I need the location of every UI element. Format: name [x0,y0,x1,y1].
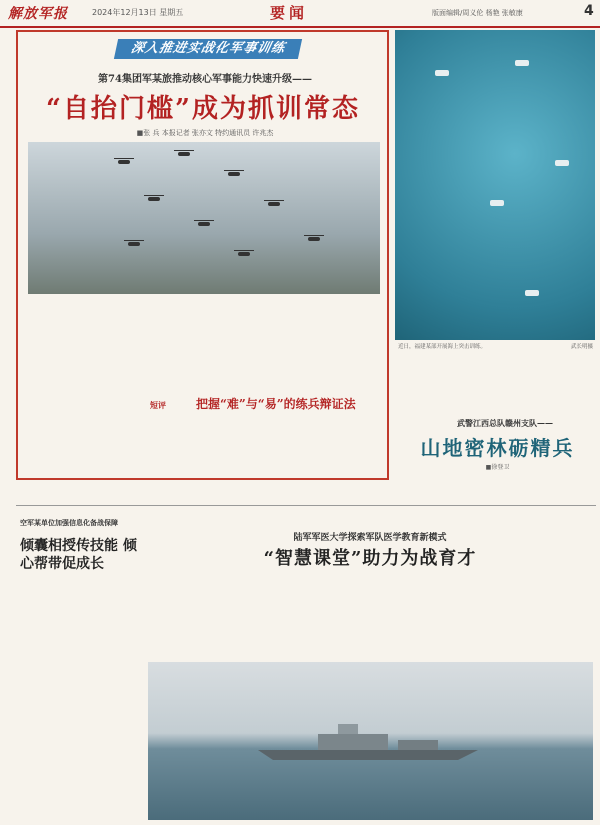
warship-icon [258,722,478,762]
section-title: 要闻 [270,4,309,22]
sea-photo-caption-text: 近日，福建某部开展海上突击训练。 [398,344,487,350]
top-story-headline: “自抬门槛”成为抓训常态 [46,94,360,124]
commentary-body [130,415,380,475]
top-story-body-col1 [28,300,138,390]
top-story-byline: ■张 兵 本报记者 张亦文 特约通讯员 许兆杰 [136,129,274,137]
bottom-story-kicker: 陆军军医大学探索军队医学教育新模式 [293,533,447,543]
sea-photo-credit: 武长明摄 [570,344,593,350]
bottom-story-body [150,575,590,657]
top-story-body-col3 [264,300,380,390]
right-story-headline: 山地密林砺精兵 [420,436,575,460]
right-story-kicker: 武警江西总队赣州支队—— [457,418,553,428]
left-story-body [20,585,140,820]
top-story-body-col2 [146,300,256,390]
commentary-label: 短评 [150,401,166,410]
top-story-kicker: 第74集团军某旅推动核心军事能力快速升级—— [98,74,312,85]
top-story-banner: 深入推进实战化军事训练 [114,39,302,59]
bottom-story-headline: “智慧课堂”助力为战育才 [263,548,477,569]
right-story-byline: ■徐登卫 [485,464,510,471]
section-divider [16,505,596,506]
issue-date: 2024年12月13日 星期五 [92,8,184,17]
sea-photo-caption [398,342,593,350]
commentary-title: 把握“难”与“易”的练兵辩证法 [196,397,356,411]
sea-training-photo [395,30,595,340]
newspaper-logo: 解放军报 [8,6,68,22]
helicopter-training-photo [28,142,380,294]
page-number: 4 [584,3,594,19]
left-story-kicker: 空军某单位加强信息化备战保障 [20,518,118,527]
page-editors: 版面编辑/周义伦 杨艳 张敏康 [432,9,523,17]
warship-photo [148,662,593,820]
left-story-headline: 倾囊相授传技能 倾心帮带促成长 [20,538,137,572]
